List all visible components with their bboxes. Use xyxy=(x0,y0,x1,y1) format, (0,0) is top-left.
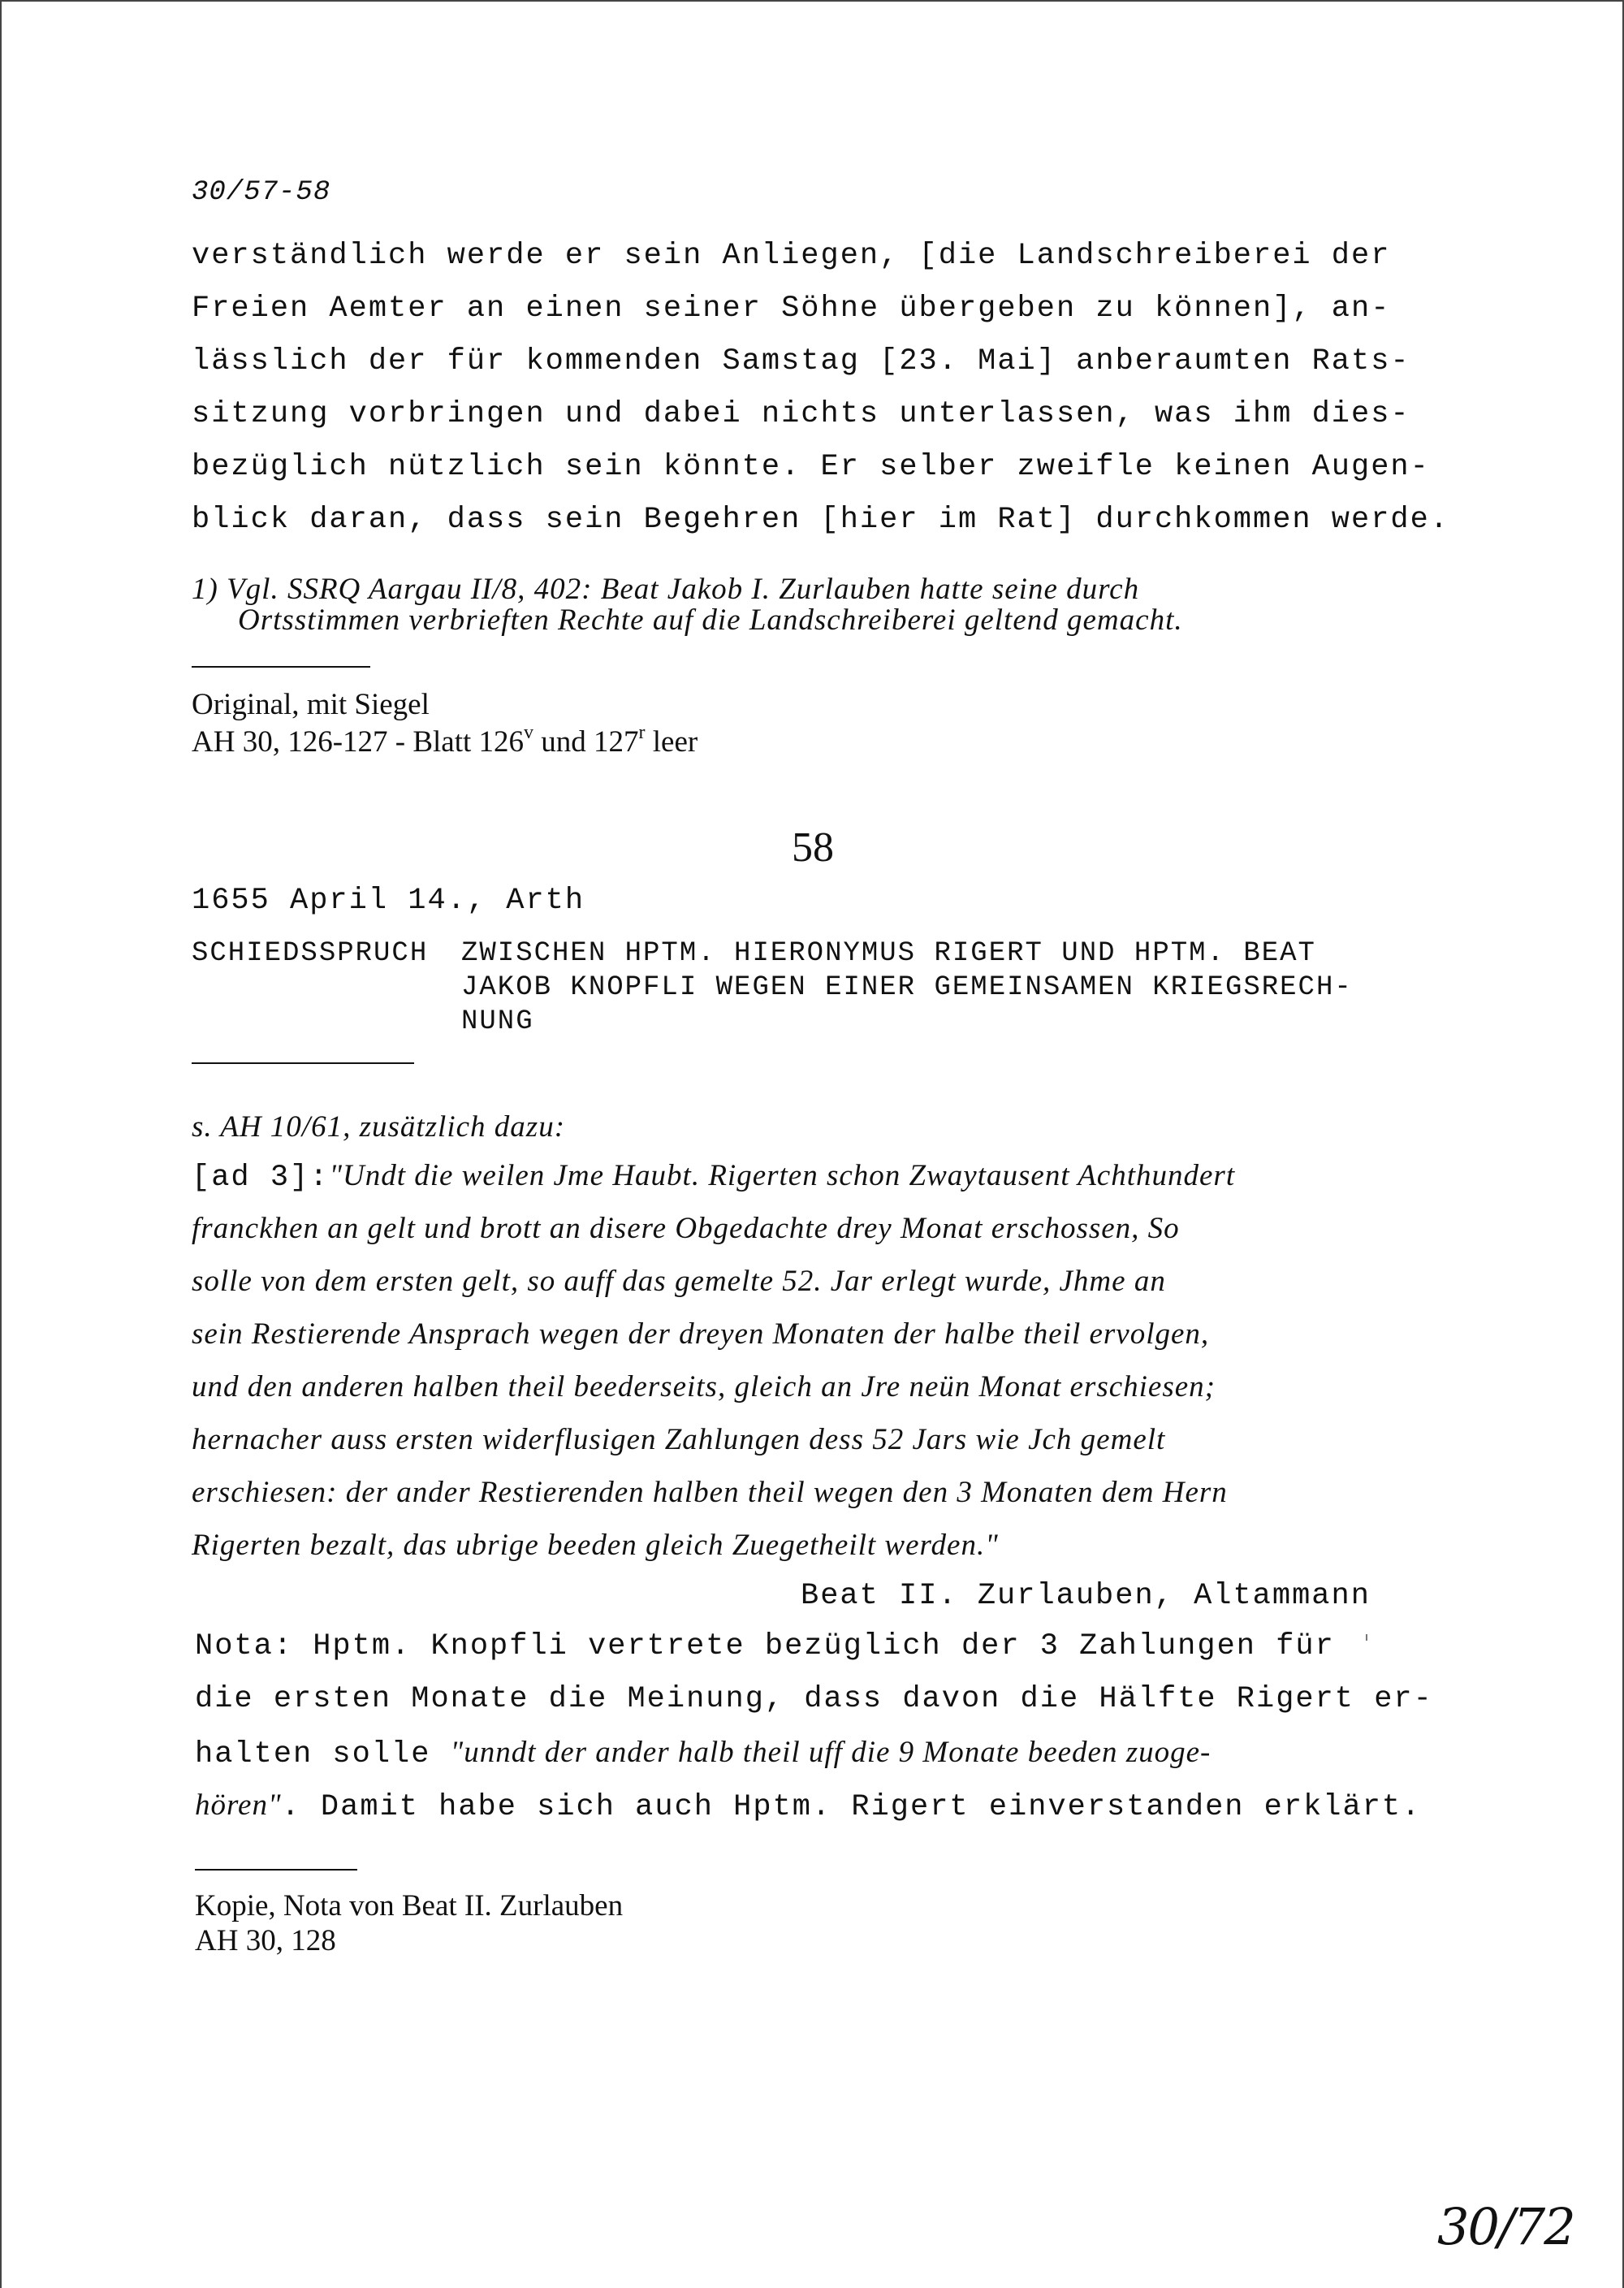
nota-quote: "unndt der ander halb theil uff die 9 Monate beeden zuoge- xyxy=(450,1736,1212,1769)
source-line: Original, mit Siegel xyxy=(192,688,430,721)
source-line: AH 30, 128 xyxy=(195,1924,336,1957)
nota-text: halten solle xyxy=(195,1737,451,1771)
superscript-recto: r xyxy=(638,722,646,743)
quote-line: hernacher auss ersten widerflusigen Zahlungen dess 52 Jars wie Jch gemelt xyxy=(192,1423,1166,1456)
quote-line: solle von dem ersten gelt, so auff das gemelte 52. Jar erlegt wurde, Jhme an xyxy=(192,1265,1166,1298)
separator-rule xyxy=(192,666,370,668)
nota-line xyxy=(195,1735,1211,1771)
document-date: 1655 April 14., Arth xyxy=(192,884,585,918)
separator-rule xyxy=(195,1869,357,1871)
quote-line: erschiesen: der ander Restierenden halben theil wegen den 3 Monaten dem Hern xyxy=(192,1476,1228,1509)
scan-speck xyxy=(1366,1634,1367,1641)
title-line: NUNG xyxy=(461,1006,534,1037)
nota-quote: hören" xyxy=(195,1788,282,1822)
footnote-line: 1) Vgl. SSRQ Aargau II/8, 402: Beat Jakob I. Zurlauben hatte seine durch xyxy=(192,573,1140,606)
separator-rule xyxy=(192,1062,414,1064)
quote-prefix: [ad 3]: xyxy=(192,1161,330,1195)
handwritten-archive-number: 30/72 xyxy=(1437,2197,1574,2256)
quote-line: Rigerten bezalt, das ubrige beeden gleich Zuegetheilt werden." xyxy=(192,1529,999,1562)
nota-line xyxy=(195,1788,1421,1824)
paragraph-line: sitzung vorbringen und dabei nichts unterlassen, was ihm dies- xyxy=(192,397,1410,431)
source-text: leer xyxy=(645,725,698,759)
source-text: und 127 xyxy=(533,725,639,759)
page-border-top xyxy=(0,0,1624,2)
quote-line xyxy=(192,1158,1235,1195)
title-line: JAKOB KNOPFLI WEGEN EINER GEMEINSAMEN KRIEGSRECH- xyxy=(461,972,1353,1003)
footnote-line: Ortsstimmen verbrieften Rechte auf die Landschreiberei geltend gemacht. xyxy=(238,603,1183,637)
source-line xyxy=(192,724,698,759)
document-number: 58 xyxy=(792,824,834,871)
paragraph-line: verständlich werde er sein Anliegen, [die Landschreiberei der xyxy=(192,239,1391,273)
superscript-verso: v xyxy=(524,722,534,743)
page-border-left xyxy=(0,0,2,2288)
paragraph-line: Freien Aemter an einen seiner Söhne übergeben zu können], an- xyxy=(192,292,1391,326)
source-archive-ref: AH 30, 126-127 - Blatt 126 xyxy=(192,725,525,759)
title-line: ZWISCHEN HPTM. HIERONYMUS RIGERT UND HPTM. BEAT xyxy=(461,938,1316,969)
nota-text: . Damit habe sich auch Hptm. Rigert einverstanden erklärt. xyxy=(281,1790,1422,1824)
paragraph-line: lässlich der für kommenden Samstag [23. Mai] anberaumten Rats- xyxy=(192,344,1410,378)
quote-line: franckhen an gelt und brott an disere Obgedachte drey Monat erschossen, So xyxy=(192,1212,1180,1245)
page-reference: 30/57-58 xyxy=(192,177,331,208)
signature: Beat II. Zurlauben, Altammann xyxy=(801,1579,1371,1613)
paragraph-line: bezüglich nützlich sein könnte. Er selber zweifle keinen Augen- xyxy=(192,450,1430,484)
quote-line: und den anderen halben theil beederseits, gleich an Jre neün Monat erschiesen; xyxy=(192,1370,1216,1404)
source-line: Kopie, Nota von Beat II. Zurlauben xyxy=(195,1889,624,1923)
title-label: SCHIEDSSPRUCH xyxy=(192,938,429,969)
quote-text: "Undt die weilen Jme Haubt. Rigerten schon Zwaytausent Achthundert xyxy=(329,1159,1236,1192)
nota-line: Nota: Hptm. Knopfli vertrete bezüglich der 3 Zahlungen für xyxy=(195,1629,1335,1663)
paragraph-line: blick daran, dass sein Begehren [hier im Rat] durchkommen werde. xyxy=(192,503,1450,537)
cross-reference: s. AH 10/61, zusätzlich dazu: xyxy=(192,1110,566,1144)
quote-line: sein Restierende Ansprach wegen der dreyen Monaten der halbe theil ervolgen, xyxy=(192,1317,1210,1351)
nota-line: die ersten Monate die Meinung, dass davon die Hälfte Rigert er- xyxy=(195,1682,1433,1716)
